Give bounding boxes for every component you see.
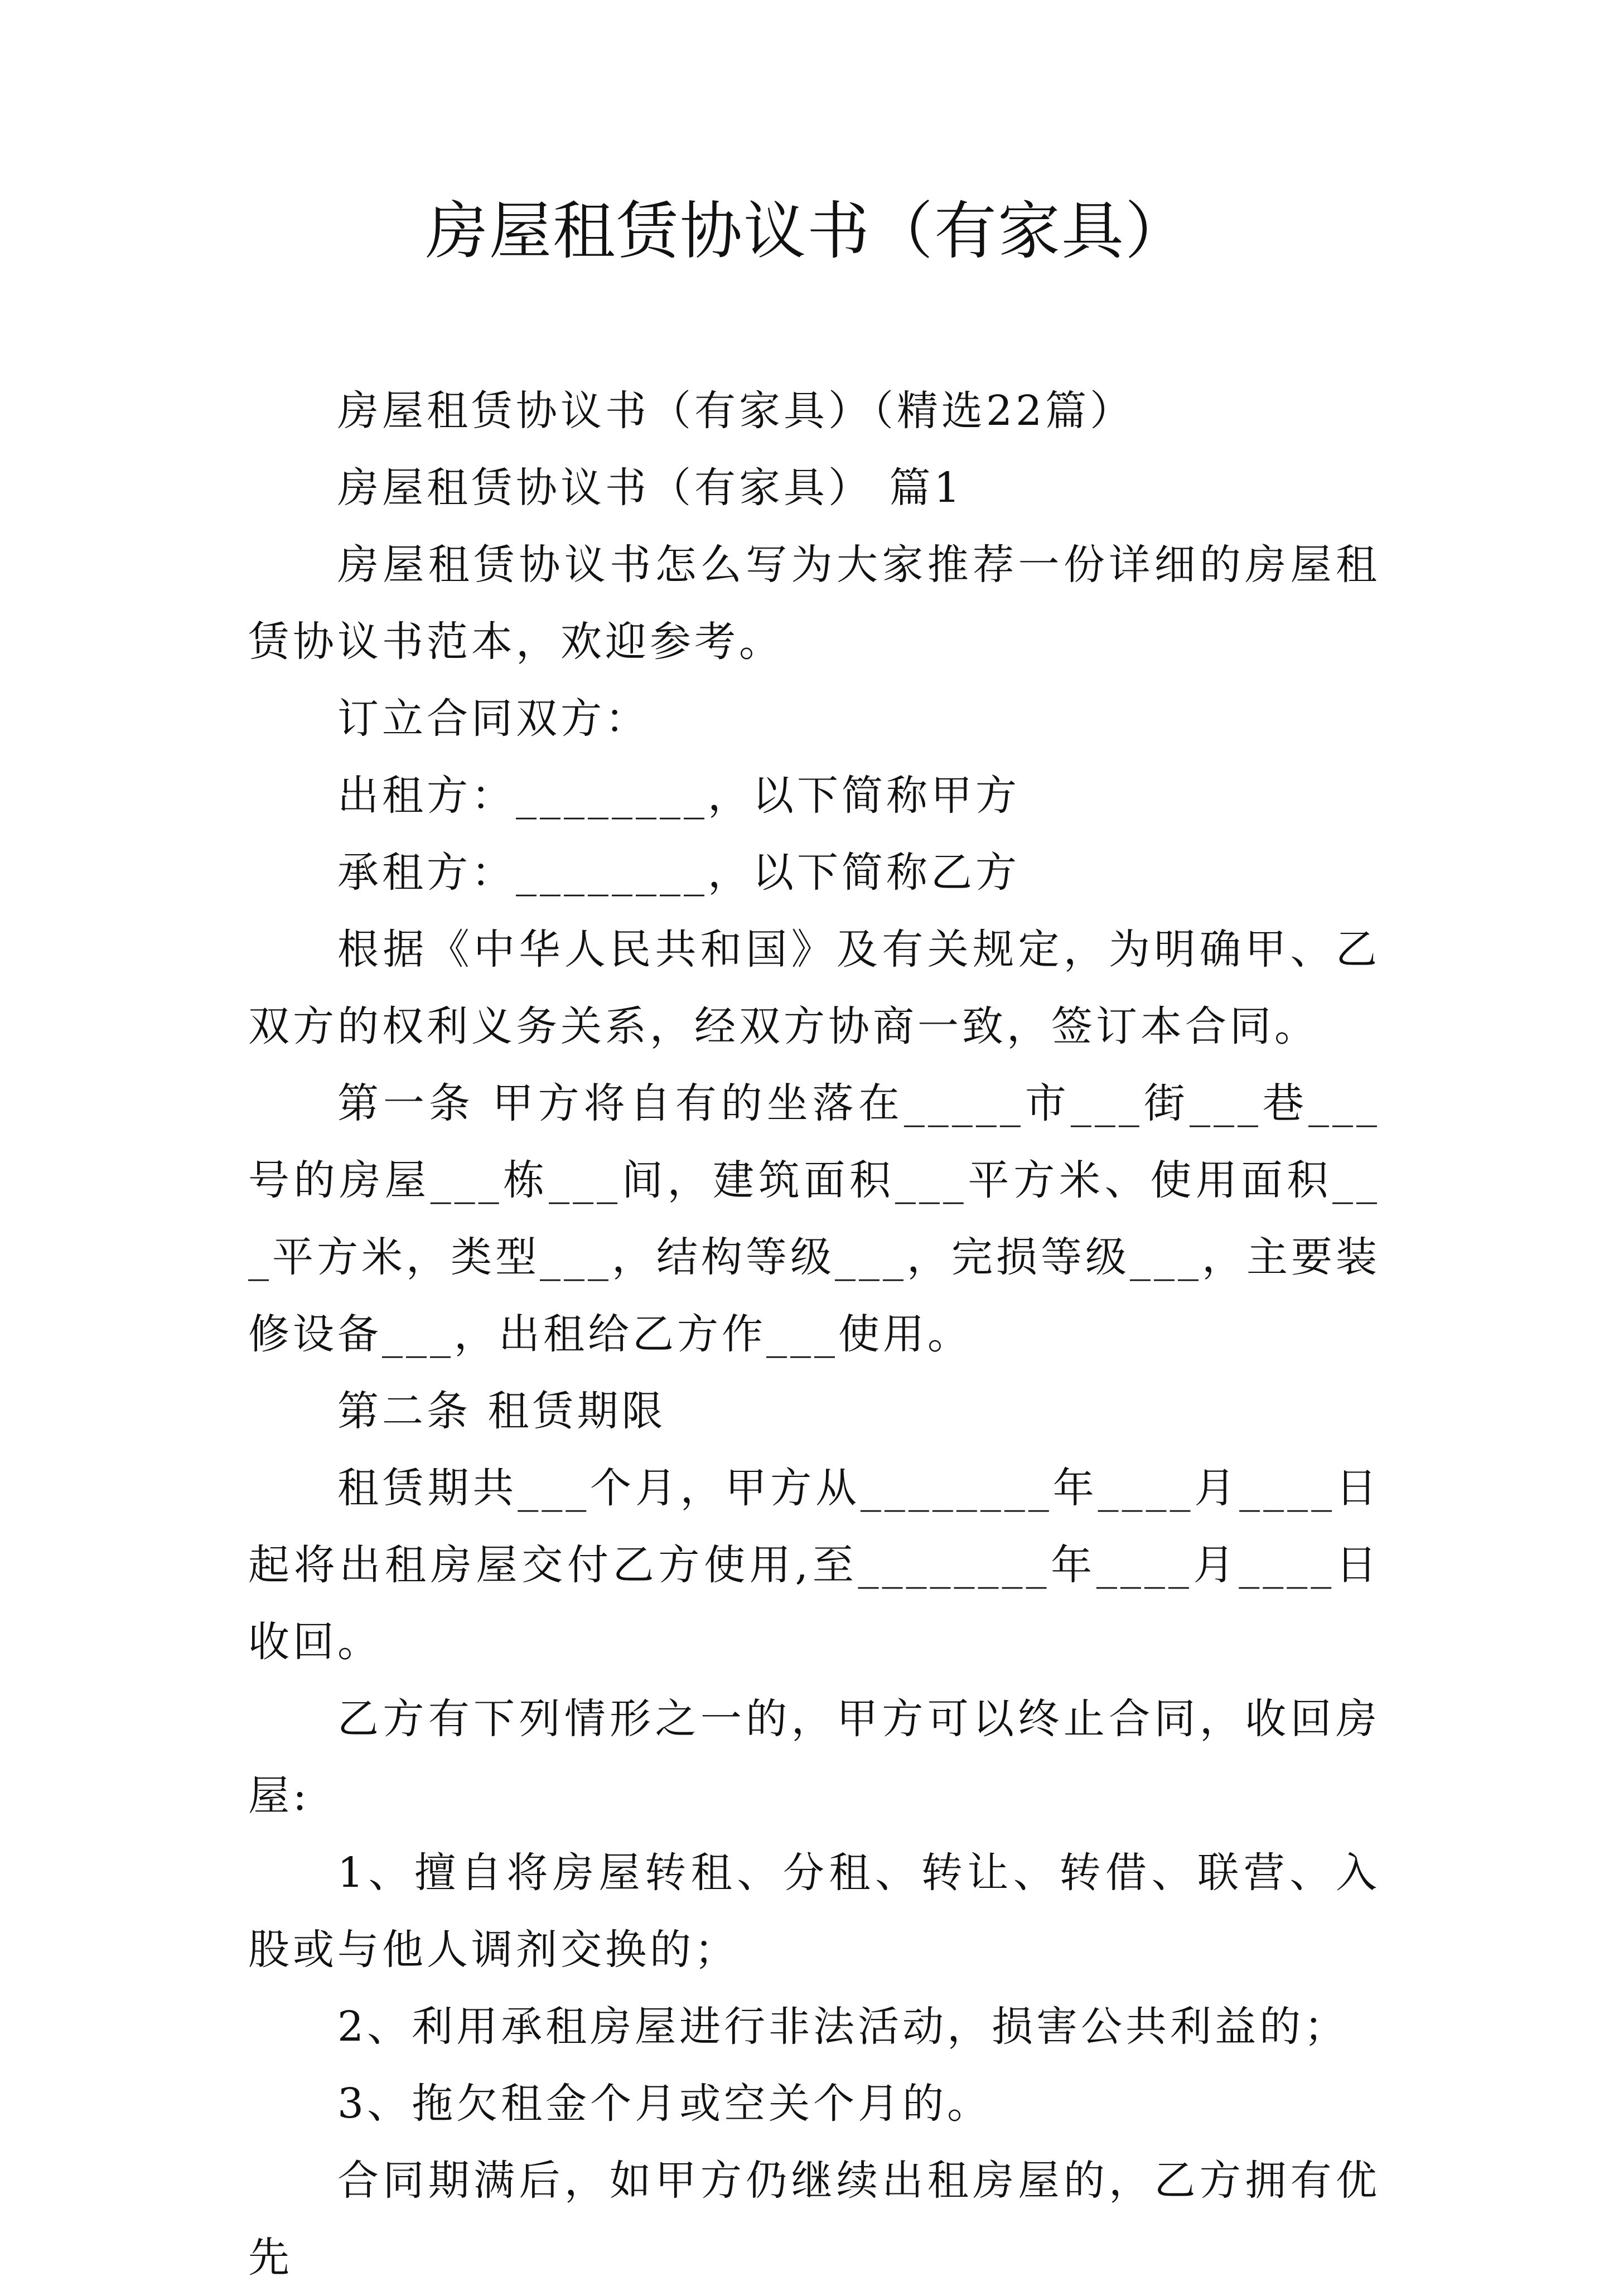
paragraph-article-2-heading: 第二条 租赁期限 [337, 1387, 666, 1435]
paragraph-renewal: 合同期满后，如甲方仍继续出租房屋的，乙方拥有优先 [248, 2157, 1380, 2282]
paragraph-termination-item-2: 2、利用承租房屋进行非法活动，损害公共利益的； [337, 2003, 1349, 2051]
paragraph-lease-term: 租赁期共___个月，甲方从________年____月____日起将出租房屋交付乙方使用,至________年____月____日收回。 [248, 1464, 1380, 1666]
paragraph-section-heading: 房屋租赁协议书（有家具） 篇1 [337, 464, 964, 512]
paragraph-lessor: 出租方：________，以下简称甲方 [337, 772, 1020, 820]
paragraph-termination-item-1: 1、擅自将房屋转租、分租、转让、转借、联营、入股或与他人调剂交换的； [248, 1849, 1380, 1974]
document-body [248, 372, 1380, 2296]
document-title: 房屋租赁协议书（有家具） [426, 195, 1188, 268]
paragraph-termination-intro: 乙方有下列情形之一的，甲方可以终止合同，收回房屋: [248, 1695, 1380, 1820]
paragraph-subtitle: 房屋租赁协议书（有家具）（精选22篇） [337, 387, 1135, 435]
paragraph-lessee: 承租方：________，以下简称乙方 [337, 849, 1020, 897]
paragraph-intro: 房屋租赁协议书怎么写为大家推荐一份详细的房屋租赁协议书范本，欢迎参考。 [248, 541, 1380, 666]
paragraph-parties-heading: 订立合同双方： [337, 695, 650, 743]
paragraph-article-1: 第一条 甲方将自有的坐落在_____市___街___巷___号的房屋___栋___间，建筑面积___平方米、使用面积___平方米，类型___，结构等级___，完损等级___，主要装修设备___，出租给乙方作___使用。 [248, 1079, 1380, 1358]
paragraph-termination-item-3: 3、拖欠租金个月或空关个月的。 [337, 2080, 992, 2128]
paragraph-basis: 根据《中华人民共和国》及有关规定，为明确甲、乙双方的权利义务关系，经双方协商一致，签订本合同。 [248, 926, 1380, 1050]
